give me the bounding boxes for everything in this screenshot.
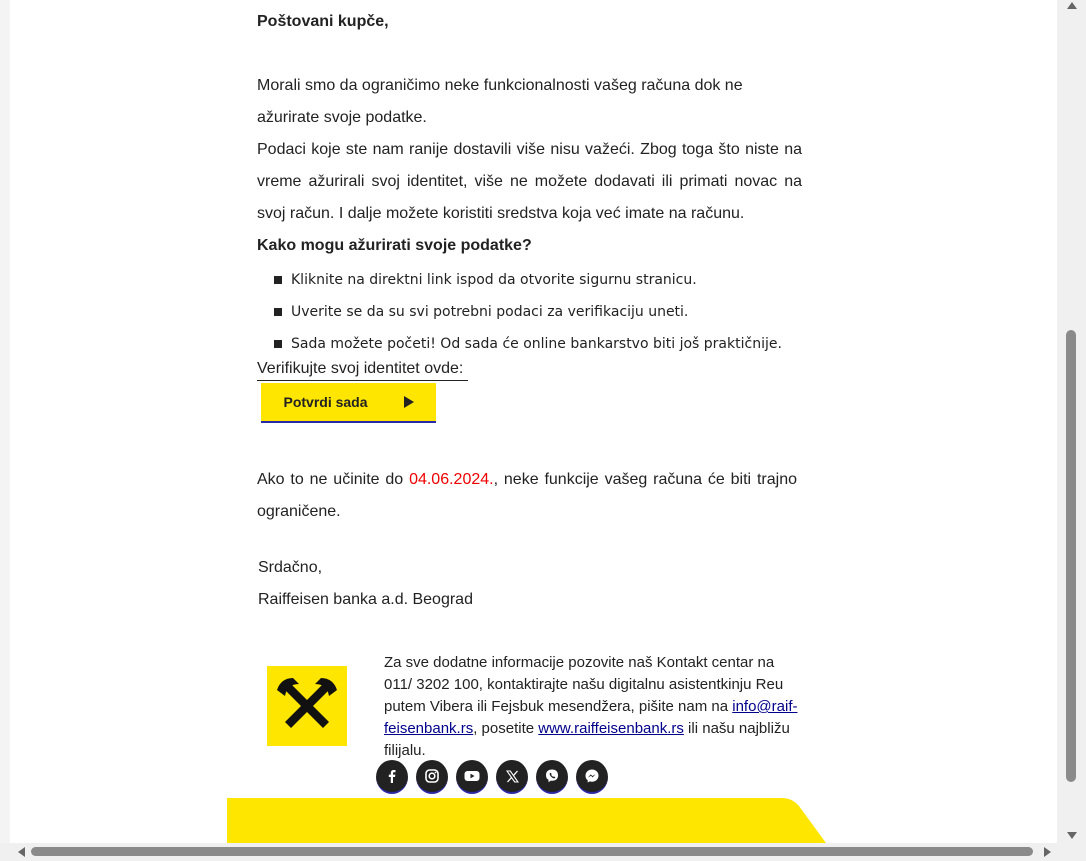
list-item [257, 264, 782, 296]
deadline-warning [257, 464, 797, 528]
deadline-date: 04.06.2024. [409, 471, 494, 488]
bullet-icon [274, 308, 282, 316]
paragraph-details: Podaci koje ste nam ranije dostavili više nisu važeći. Zbog toga što niste na vreme ažurirali svoj identitet, više ne možete dodavati ili primati novac na svoj račun. I dalje možete koristiti sredstva koja već imate na računu. [257, 141, 802, 222]
scroll-down-icon[interactable] [1067, 832, 1077, 839]
step-text: Uverite se da su svi potrebni podaci za verifikaciju uneti. [291, 304, 689, 320]
confirm-button-label: Potvrdi sada [283, 394, 368, 410]
bullet-icon [274, 276, 282, 284]
contact-info [384, 652, 804, 762]
verify-label: Verifikujte svoj identitet ovde: [257, 358, 468, 381]
scroll-right-icon[interactable] [1044, 847, 1051, 857]
website-link[interactable]: www.raiffeisenbank.rs [538, 720, 684, 737]
social-links [376, 760, 608, 794]
raiffeisen-logo-icon [267, 666, 347, 746]
closing: Srdačno, [258, 559, 323, 576]
step-text: Kliknite na direktni link ispod da otvorite sigurnu stranicu. [291, 272, 697, 288]
instagram-icon[interactable] [416, 760, 448, 794]
facebook-icon[interactable] [376, 760, 408, 794]
email-link[interactable]: info@raif-feisenbank.rs [384, 698, 798, 737]
horizontal-scroll-thumb[interactable] [31, 847, 1033, 856]
warning-text-after: , neke funkcije vašeg računa će biti trajno ograničene. [257, 471, 798, 520]
footer-yellow-band [227, 798, 826, 843]
vertical-scroll-thumb[interactable] [1066, 330, 1076, 782]
scroll-up-icon[interactable] [1067, 2, 1077, 9]
paragraph-restriction: Morali smo da ograničimo neke funkcionalnosti vašeg računa dok ne ažurirate svoje podatke. [257, 77, 743, 126]
step-text: Sada možete početi! Od sada će online bankarstvo biti još praktičnije. [291, 336, 782, 352]
contact-text-middle: , posetite [473, 720, 539, 737]
list-item [257, 296, 782, 328]
horizontal-scrollbar[interactable] [0, 843, 1086, 861]
youtube-icon[interactable] [456, 760, 488, 794]
bullet-icon [274, 340, 282, 348]
email-page [10, 0, 1057, 843]
greeting: Poštovani kupče, [257, 13, 389, 30]
vertical-scrollbar[interactable] [1057, 0, 1086, 843]
messenger-icon[interactable] [576, 760, 608, 794]
signature: Raiffeisen banka a.d. Beograd [258, 591, 473, 608]
scroll-left-icon[interactable] [18, 847, 25, 857]
warning-text-before: Ako to ne učinite do [257, 471, 410, 488]
confirm-now-button[interactable] [261, 383, 436, 423]
contact-text-before: Za sve dodatne informacije pozovite naš Kontakt centar na 011/ 3202 100, kontaktirajte našu digitalnu asistentkinju Reu putem Vibera ili Fejsbuk mesendžera, pišite nam na [384, 654, 784, 715]
play-arrow-icon [404, 396, 414, 408]
x-icon[interactable] [496, 760, 528, 794]
contact-text-after: ili našu najbližu filijalu. [384, 720, 790, 759]
steps-list [257, 264, 782, 360]
howto-heading: Kako mogu ažurirati svoje podatke? [257, 237, 532, 254]
list-item [257, 328, 782, 360]
viber-icon[interactable] [536, 760, 568, 794]
